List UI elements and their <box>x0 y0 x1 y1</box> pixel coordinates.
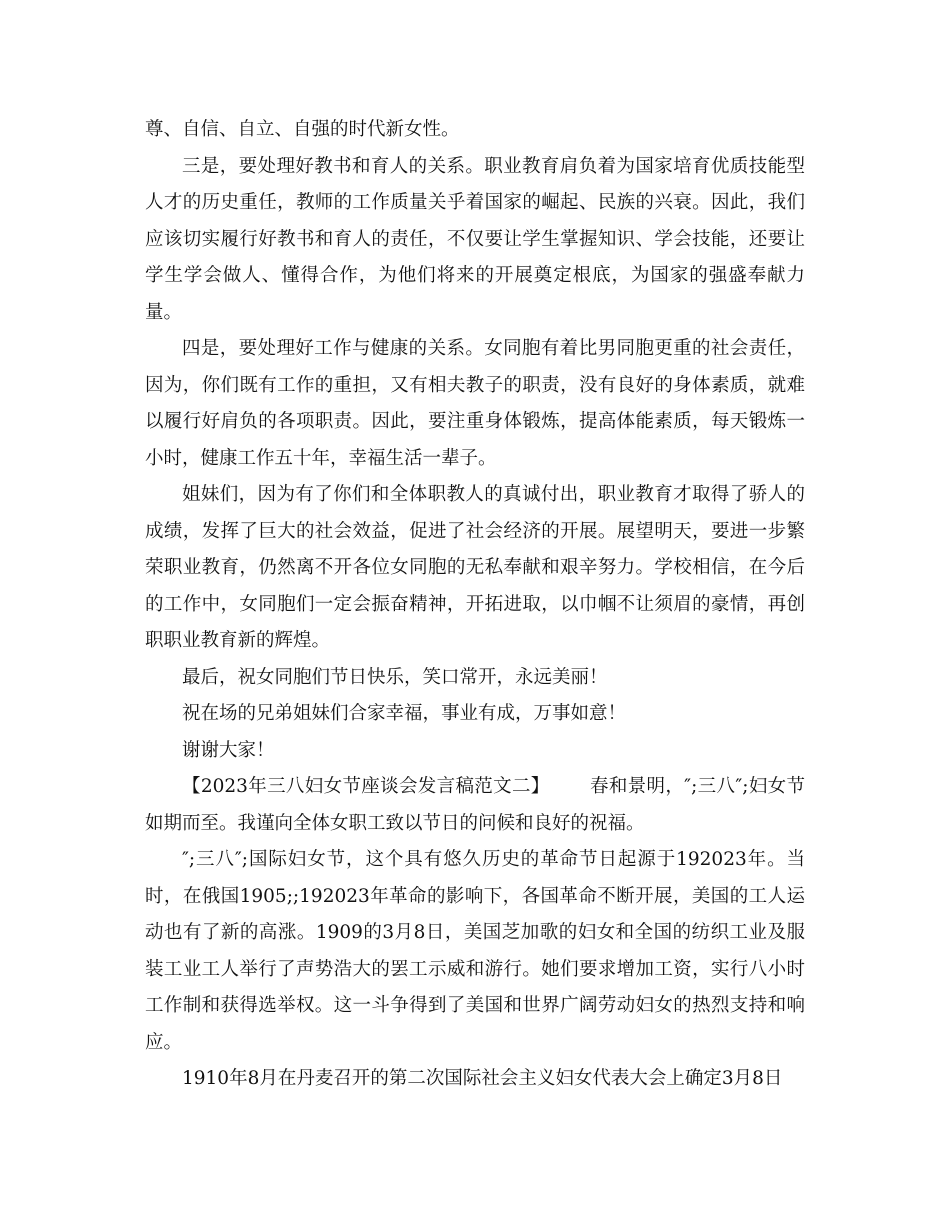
paragraph-1910: 1910年8月在丹麦召开的第二次国际社会主义妇女代表大会上确定3月8日 <box>182 1068 783 1089</box>
paragraph-continuation: 尊、自信、自立、自强的时代新女性。 <box>145 119 460 140</box>
section-opening: 春和景明，″;三八″;妇女节如期而至。我谨向全体女职工致以节日的问候和良好的祝福。 <box>145 776 805 834</box>
document-body <box>145 112 805 1098</box>
paragraph-sisters: 姐妹们，因为有了你们和全体职教人的真诚付出，职业教育才取得了骄人的成绩，发挥了巨大的社会效益，促进了社会经济的开展。展望明天，要进一步繁荣职业教育，仍然离不开各位女同胞的无私奉献和艰辛努力。学校相信，在今后的工作中，女同胞们一定会振奋精神，开拓进取，以巾帼不让须眉的豪情，再创职职业教育新的辉煌。 <box>145 484 805 651</box>
paragraph-health: 四是，要处理好工作与健康的关系。女同胞有着比男同胞更重的社会责任，因为，你们既有工作的重担，又有相夫教子的职责，没有良好的身体素质，就难以履行好肩负的各项职责。因此，要注重身体锻炼，提高体能素质，每天锻炼一小时，健康工作五十年，幸福生活一辈子。 <box>145 338 805 469</box>
section-title: 【2023年三八妇女节座谈会发言稿范文二】 <box>182 776 550 797</box>
paragraph-teaching: 三是，要处理好教书和育人的关系。职业教育肩负着为国家培育优质技能型人才的历史重任，教师的工作质量关乎着国家的崛起、民族的兴衰。因此，我们应该切实履行好教书和育人的责任，不仅要让学生掌握知识、学会技能，还要让学生学会做人、懂得合作，为他们将来的开展奠定根底，为国家的强盛奉献力量。 <box>145 155 805 323</box>
paragraph-thanks: 谢谢大家！ <box>182 739 275 761</box>
section-two-intro <box>145 769 805 842</box>
paragraph-wishes: 最后，祝女同胞们节日快乐，笑口常开，永远美丽！ <box>182 666 608 688</box>
paragraph-blessing: 祝在场的兄弟姐妹们合家幸福，事业有成，万事如意！ <box>182 703 627 724</box>
paragraph-history: ″;三八″;国际妇女节，这个具有悠久历史的革命节日起源于192023年。当时，在俄国1905;;192023年革命的影响下，各国革命不断开展，美国的工人运动也有了新的高涨。1909的3月8日，美国芝加歌的妇女和全国的纺织工业及服装工业工人举行了声势浩大的罢工示威和游行。她们要求增加工资，实行八小时工作制和获得选举权。这一斗争得到了美国和世界广阔劳动妇女的热烈支持和响应。 <box>145 849 805 1053</box>
